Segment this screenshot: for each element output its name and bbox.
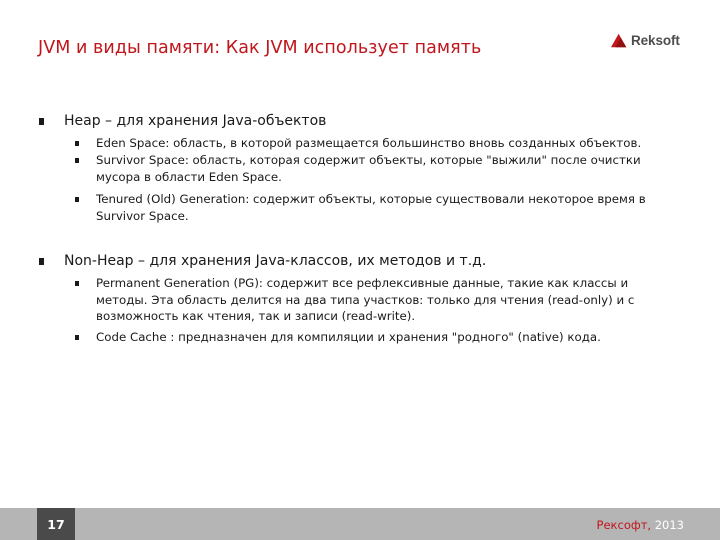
bullet-marker <box>39 118 44 125</box>
sub-bullet-marker <box>75 197 79 202</box>
page-number: 17 <box>37 508 75 540</box>
slide-title: JVM и виды памяти: Как JVM использует память <box>38 38 482 58</box>
sub-bullet-survivor: Survivor Space: область, которая содержит объекты, которые "выжили" после очистки мусора в области Eden Space. <box>96 153 641 184</box>
bullet-non-heap: Non-Heap – для хранения Java-классов, их методов и т.д. <box>64 253 487 269</box>
sub-bullet-eden: Eden Space: область, в которой размещается большинство вновь созданных объектов. <box>96 136 642 150</box>
sub-bullet-permgen: Permanent Generation (PG): содержит все рефлексивные данные, такие как классы и методы. Эта область делится на два типа участков: только для чтения (read-only) и с возможность как чтения, так и записи (read-write). <box>96 276 635 323</box>
footer-brand: Рексофт, <box>596 518 652 532</box>
logo-text: Reksoft <box>631 33 680 48</box>
sub-bullet-marker <box>75 158 79 163</box>
sub-bullet-marker <box>75 281 79 286</box>
bullet-heap: Heap – для хранения Java-объектов <box>64 113 327 129</box>
sub-bullet-code-cache: Code Cache : предназначен для компиляции и хранения "родного" (native) кода. <box>96 330 601 344</box>
company-logo <box>611 32 680 49</box>
footer-year: 2013 <box>651 518 684 532</box>
bullet-marker <box>39 258 44 265</box>
sub-bullet-tenured: Tenured (Old) Generation: содержит объекты, которые существовали некоторое время в Survivor Space. <box>96 192 646 223</box>
reksoft-logo-icon <box>611 32 628 49</box>
sub-bullet-marker <box>75 141 79 146</box>
sub-bullet-marker <box>75 335 79 340</box>
footer-copyright <box>597 518 684 532</box>
